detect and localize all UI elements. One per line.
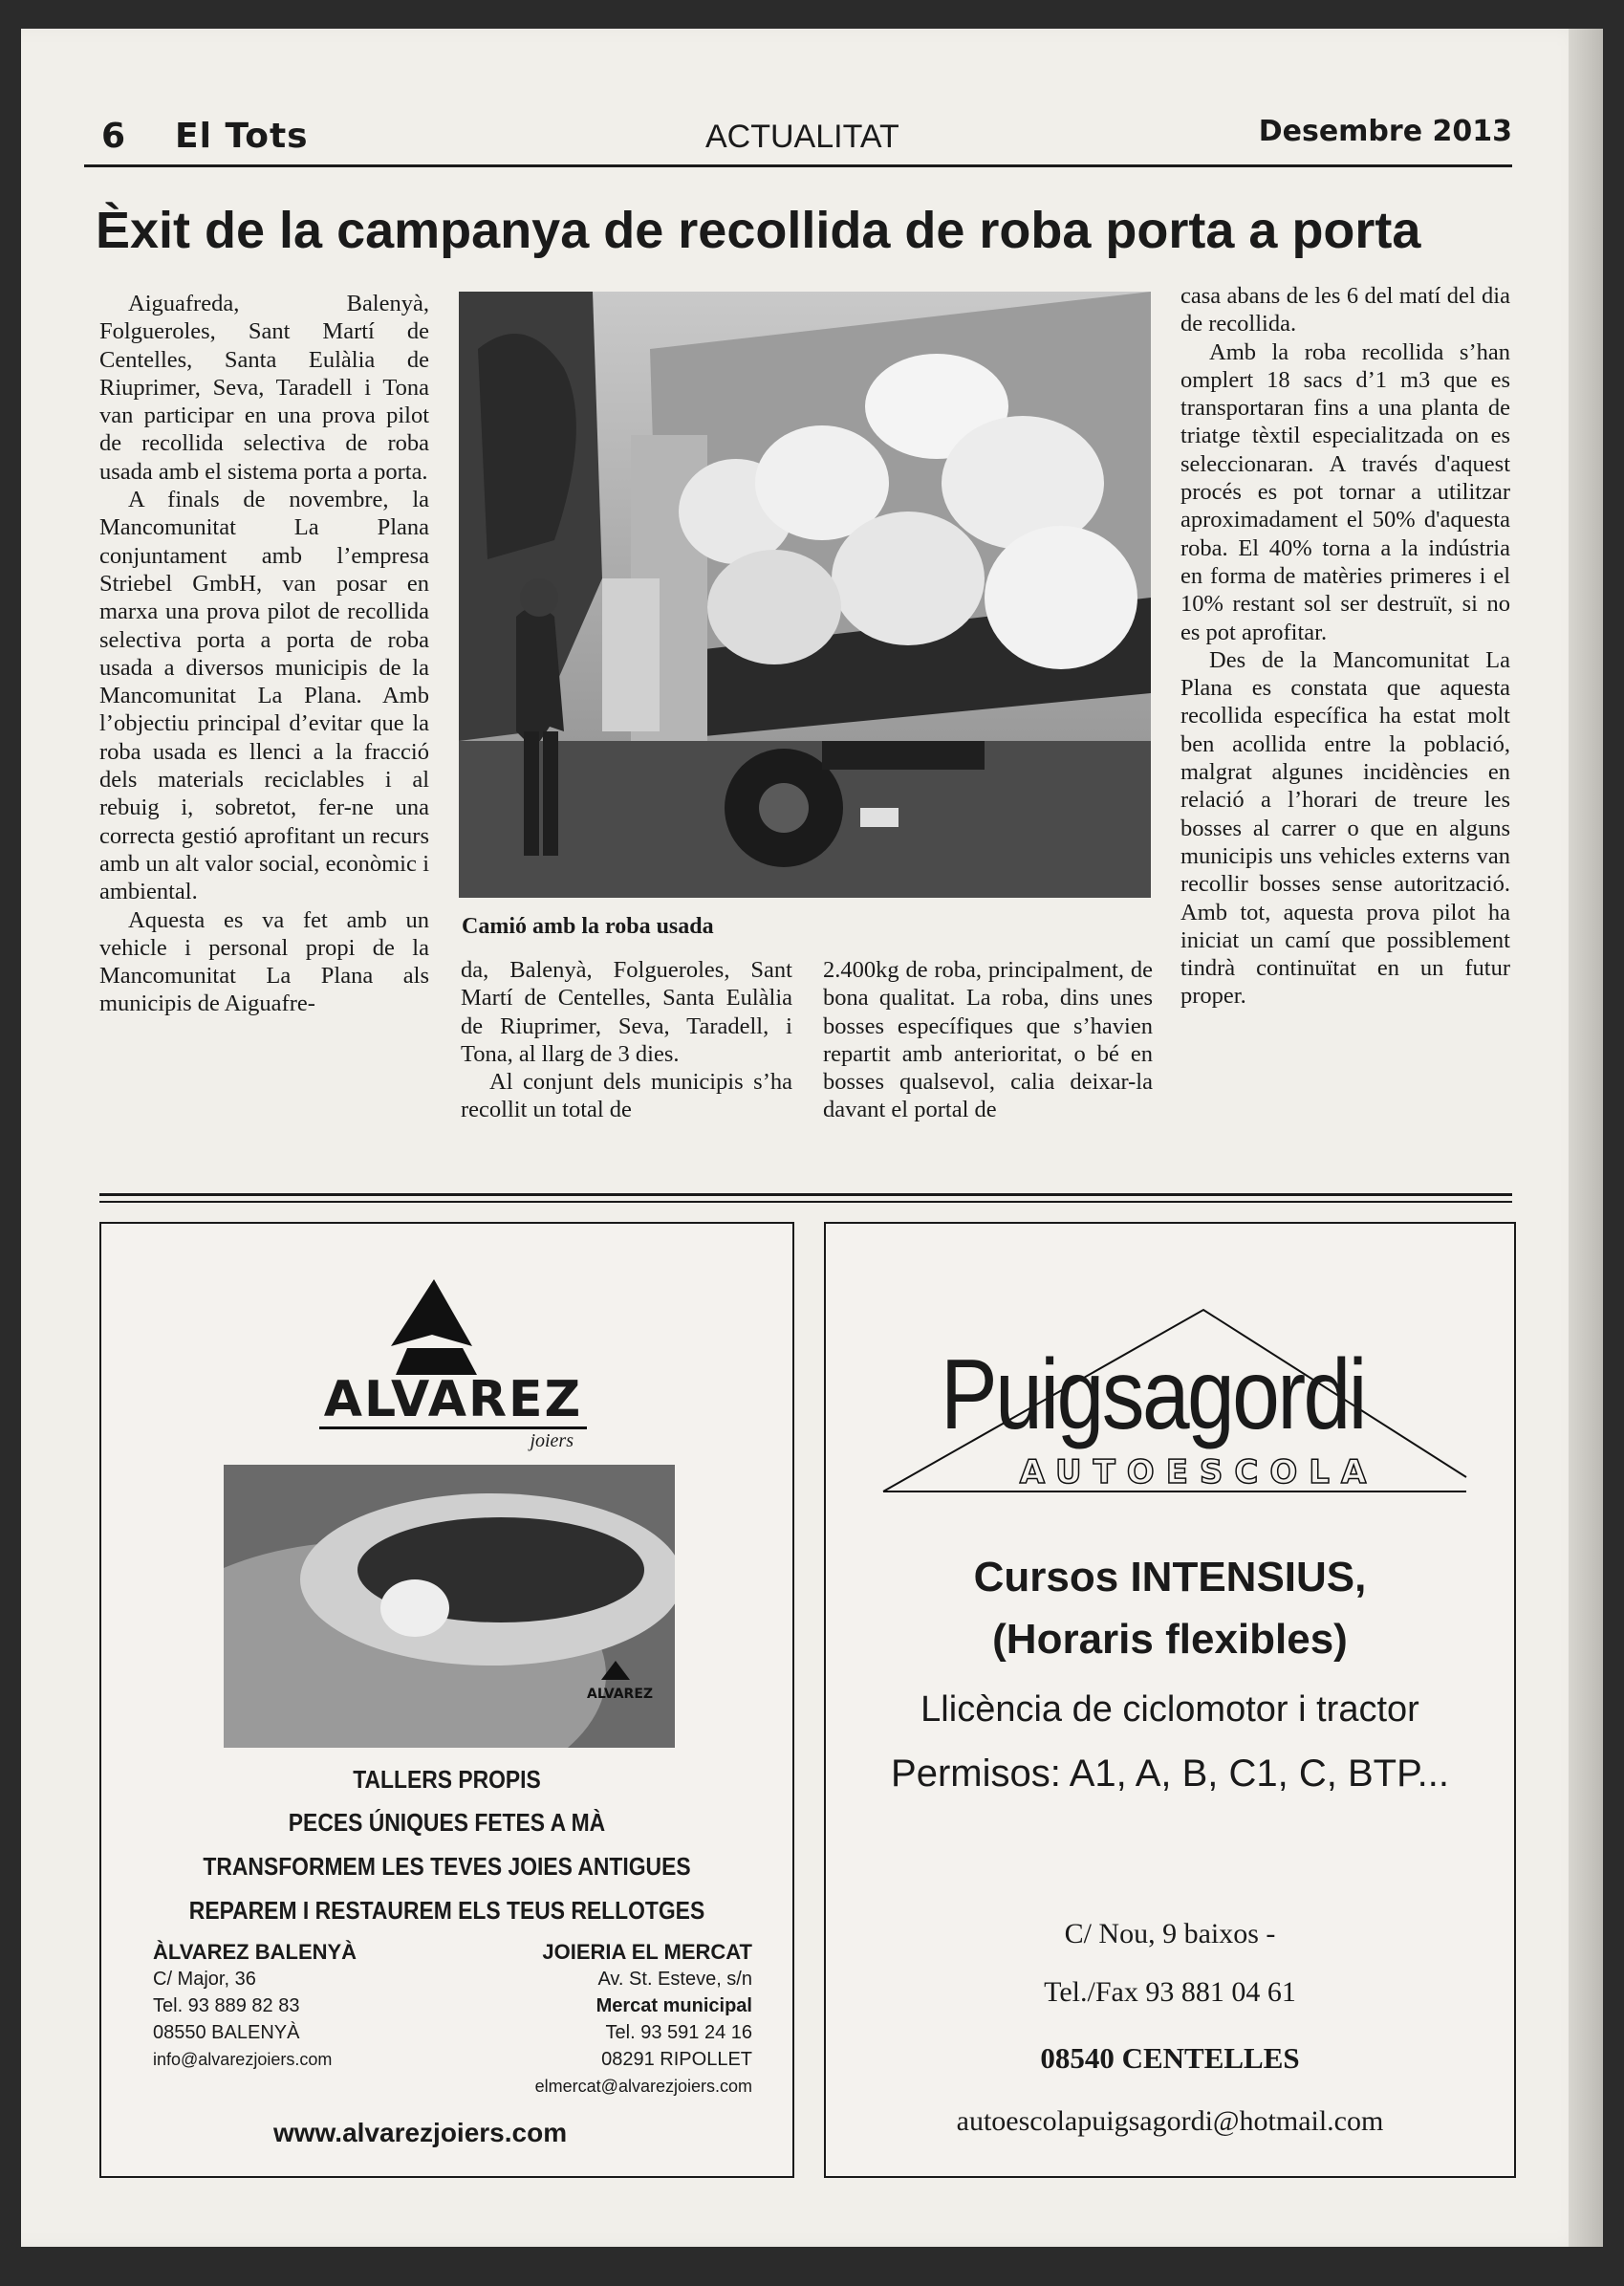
permits-line: Permisos: A1, A, B, C1, C, BTP...	[891, 1753, 1449, 1795]
schedule-line: (Horaris flexibles)	[992, 1616, 1348, 1663]
store-street: C/ Major, 36	[153, 1969, 256, 1990]
page-header	[84, 88, 1512, 167]
article-column-3	[823, 956, 1153, 1124]
store-name: JOIERIA EL MERCAT	[542, 1940, 752, 1964]
alvarez-website: www.alvarezjoiers.com	[273, 2118, 568, 2147]
article-column-1	[99, 290, 429, 1018]
article-headline: Èxit de la campanya de recollida de roba porta a porta	[96, 202, 1421, 259]
store-balenya	[153, 1939, 468, 2073]
issue-date: Desembre 2013	[1258, 115, 1512, 148]
section-name: ACTUALITAT	[705, 119, 899, 155]
puigsagordi-logo	[874, 1300, 1476, 1511]
paragraph: Amb la roba recollida s’han omplert 18 sacs d’1 m3 que es transportaran fins a una planta de triatge tèxtil especialitzada on es seleccionaran. A través d'aquest procés es pot tornar a utilitzar aproximadament el 50% d'aquesta roba. El 40% torna a la indústria en forma de matèries primeres i el 10% restant sol ser destruït, si no es pot aprofitar.	[1180, 338, 1510, 645]
courses-line: Cursos INTENSIUS,	[973, 1554, 1367, 1600]
license-line: Llicència de ciclomotor i tractor	[920, 1689, 1419, 1730]
photo-caption: Camió amb la roba usada	[462, 914, 714, 939]
paragraph: 2.400kg de roba, principalment, de bona qualitat. La roba, dins unes bosses específiques que s’havien repartit amb anterioritat, o bé en bosses qualsevol, calia deixar-la davant el portal de	[823, 957, 1153, 1123]
store-ripollet	[437, 1939, 752, 2100]
store-email: elmercat@alvarezjoiers.com	[534, 2077, 752, 2096]
ad-line: TALLERS PROPIS	[353, 1765, 541, 1794]
alvarez-tagline: joiers	[530, 1430, 574, 1451]
ad-line: REPAREM I RESTAUREM ELS TEUS RELLOTGES	[188, 1896, 705, 1925]
next-page-edge	[1569, 29, 1603, 2247]
alvarez-brand: ALVAREZ	[319, 1373, 587, 1429]
store-name: ÀLVAREZ BALENYÀ	[153, 1940, 357, 1964]
ring-photo-brand: ALVAREZ	[587, 1687, 654, 1702]
paragraph: Aiguafreda, Balenyà, Folgueroles, Sant Martí de Centelles, Santa Eulàlia de Riuprimer, Seva, Taradell i Tona van participar en una prova pilot de recollida selectiva de roba usada amb el sistema porta a porta.	[99, 291, 429, 485]
paragraph: da, Balenyà, Folgueroles, Sant Martí de Centelles, Santa Eulàlia de Riuprimer, Seva, Taradell, i Tona, al llarg de 3 dies.	[461, 957, 792, 1067]
store-city: 08550 BALENYÀ	[153, 2022, 300, 2043]
alvarez-advertisement	[99, 1222, 794, 2178]
article-column-2	[461, 956, 792, 1124]
paragraph: A finals de novembre, la Mancomunitat La Plana conjuntament amb l’empresa Striebel GmbH, van posar en marxa una prova pilot de recollida selectiva porta a porta de roba usada a diversos municipis de la Mancomunitat La Plana. Amb l’objectiu principal d’evitar que la roba usada es llenci a la fracció dels materials reciclables i al rebuig i, sobretot, fer-ne una correcta gestió aprofitant un recurs amb un alt valor social, econòmic i ambiental.	[99, 487, 429, 905]
address-line: C/ Nou, 9 baixos -	[1064, 1918, 1276, 1949]
email-line: autoescolapuigsagordi@hotmail.com	[956, 2105, 1384, 2137]
page-number: 6	[101, 117, 126, 156]
phone-line: Tel./Fax 93 881 04 61	[1044, 1976, 1296, 2008]
paragraph: Al conjunt dels municipis s’ha recollit un total de	[461, 1069, 792, 1123]
store-city: 08291 RIPOLLET	[601, 2049, 752, 2070]
store-phone: Tel. 93 889 82 83	[153, 1995, 300, 2016]
ad-line: TRANSFORMEM LES TEVES JOIES ANTIGUES	[203, 1852, 691, 1881]
ad-line: PECES ÚNIQUES FETES A MÀ	[288, 1808, 606, 1837]
paragraph: Des de la Mancomunitat La Plana es constata que aquesta recollida específica ha estat molt ben acollida entre la població, malgrat algunes incidències en relació a l’horari de treure les bosses al carrer o que en alguns municipis uns vehicles externs van recollir bosses sense autorització. Amb tot, aquesta prova pilot ha iniciat un camí que possiblement tindrà continuïtat en un futur proper.	[1180, 646, 1510, 1010]
city-line: 08540 CENTELLES	[1040, 2041, 1300, 2075]
paragraph: casa abans de les 6 del matí del dia de recollida.	[1180, 283, 1510, 337]
publication-name: El Tots	[175, 117, 309, 156]
ring-photo	[224, 1465, 675, 1748]
store-phone: Tel. 93 591 24 16	[605, 2022, 752, 2043]
section-divider	[99, 1193, 1512, 1203]
puigsagordi-brand: Puigsagordi	[941, 1339, 1365, 1450]
store-street: Av. St. Esteve, s/n	[597, 1969, 752, 1990]
alvarez-logo	[319, 1279, 587, 1451]
truck-photo	[459, 292, 1151, 898]
paragraph: Aquesta es va fet amb un vehicle i personal propi de la Mancomunitat La Plana als municipis de Aiguafre-	[99, 906, 429, 1017]
puigsagordi-subbrand: AUTOESCOLA	[1019, 1453, 1378, 1491]
store-place: Mercat municipal	[595, 1995, 752, 2016]
store-email: info@alvarezjoiers.com	[153, 2050, 333, 2069]
puigsagordi-advertisement	[824, 1222, 1516, 2178]
article-column-4	[1180, 282, 1510, 1011]
